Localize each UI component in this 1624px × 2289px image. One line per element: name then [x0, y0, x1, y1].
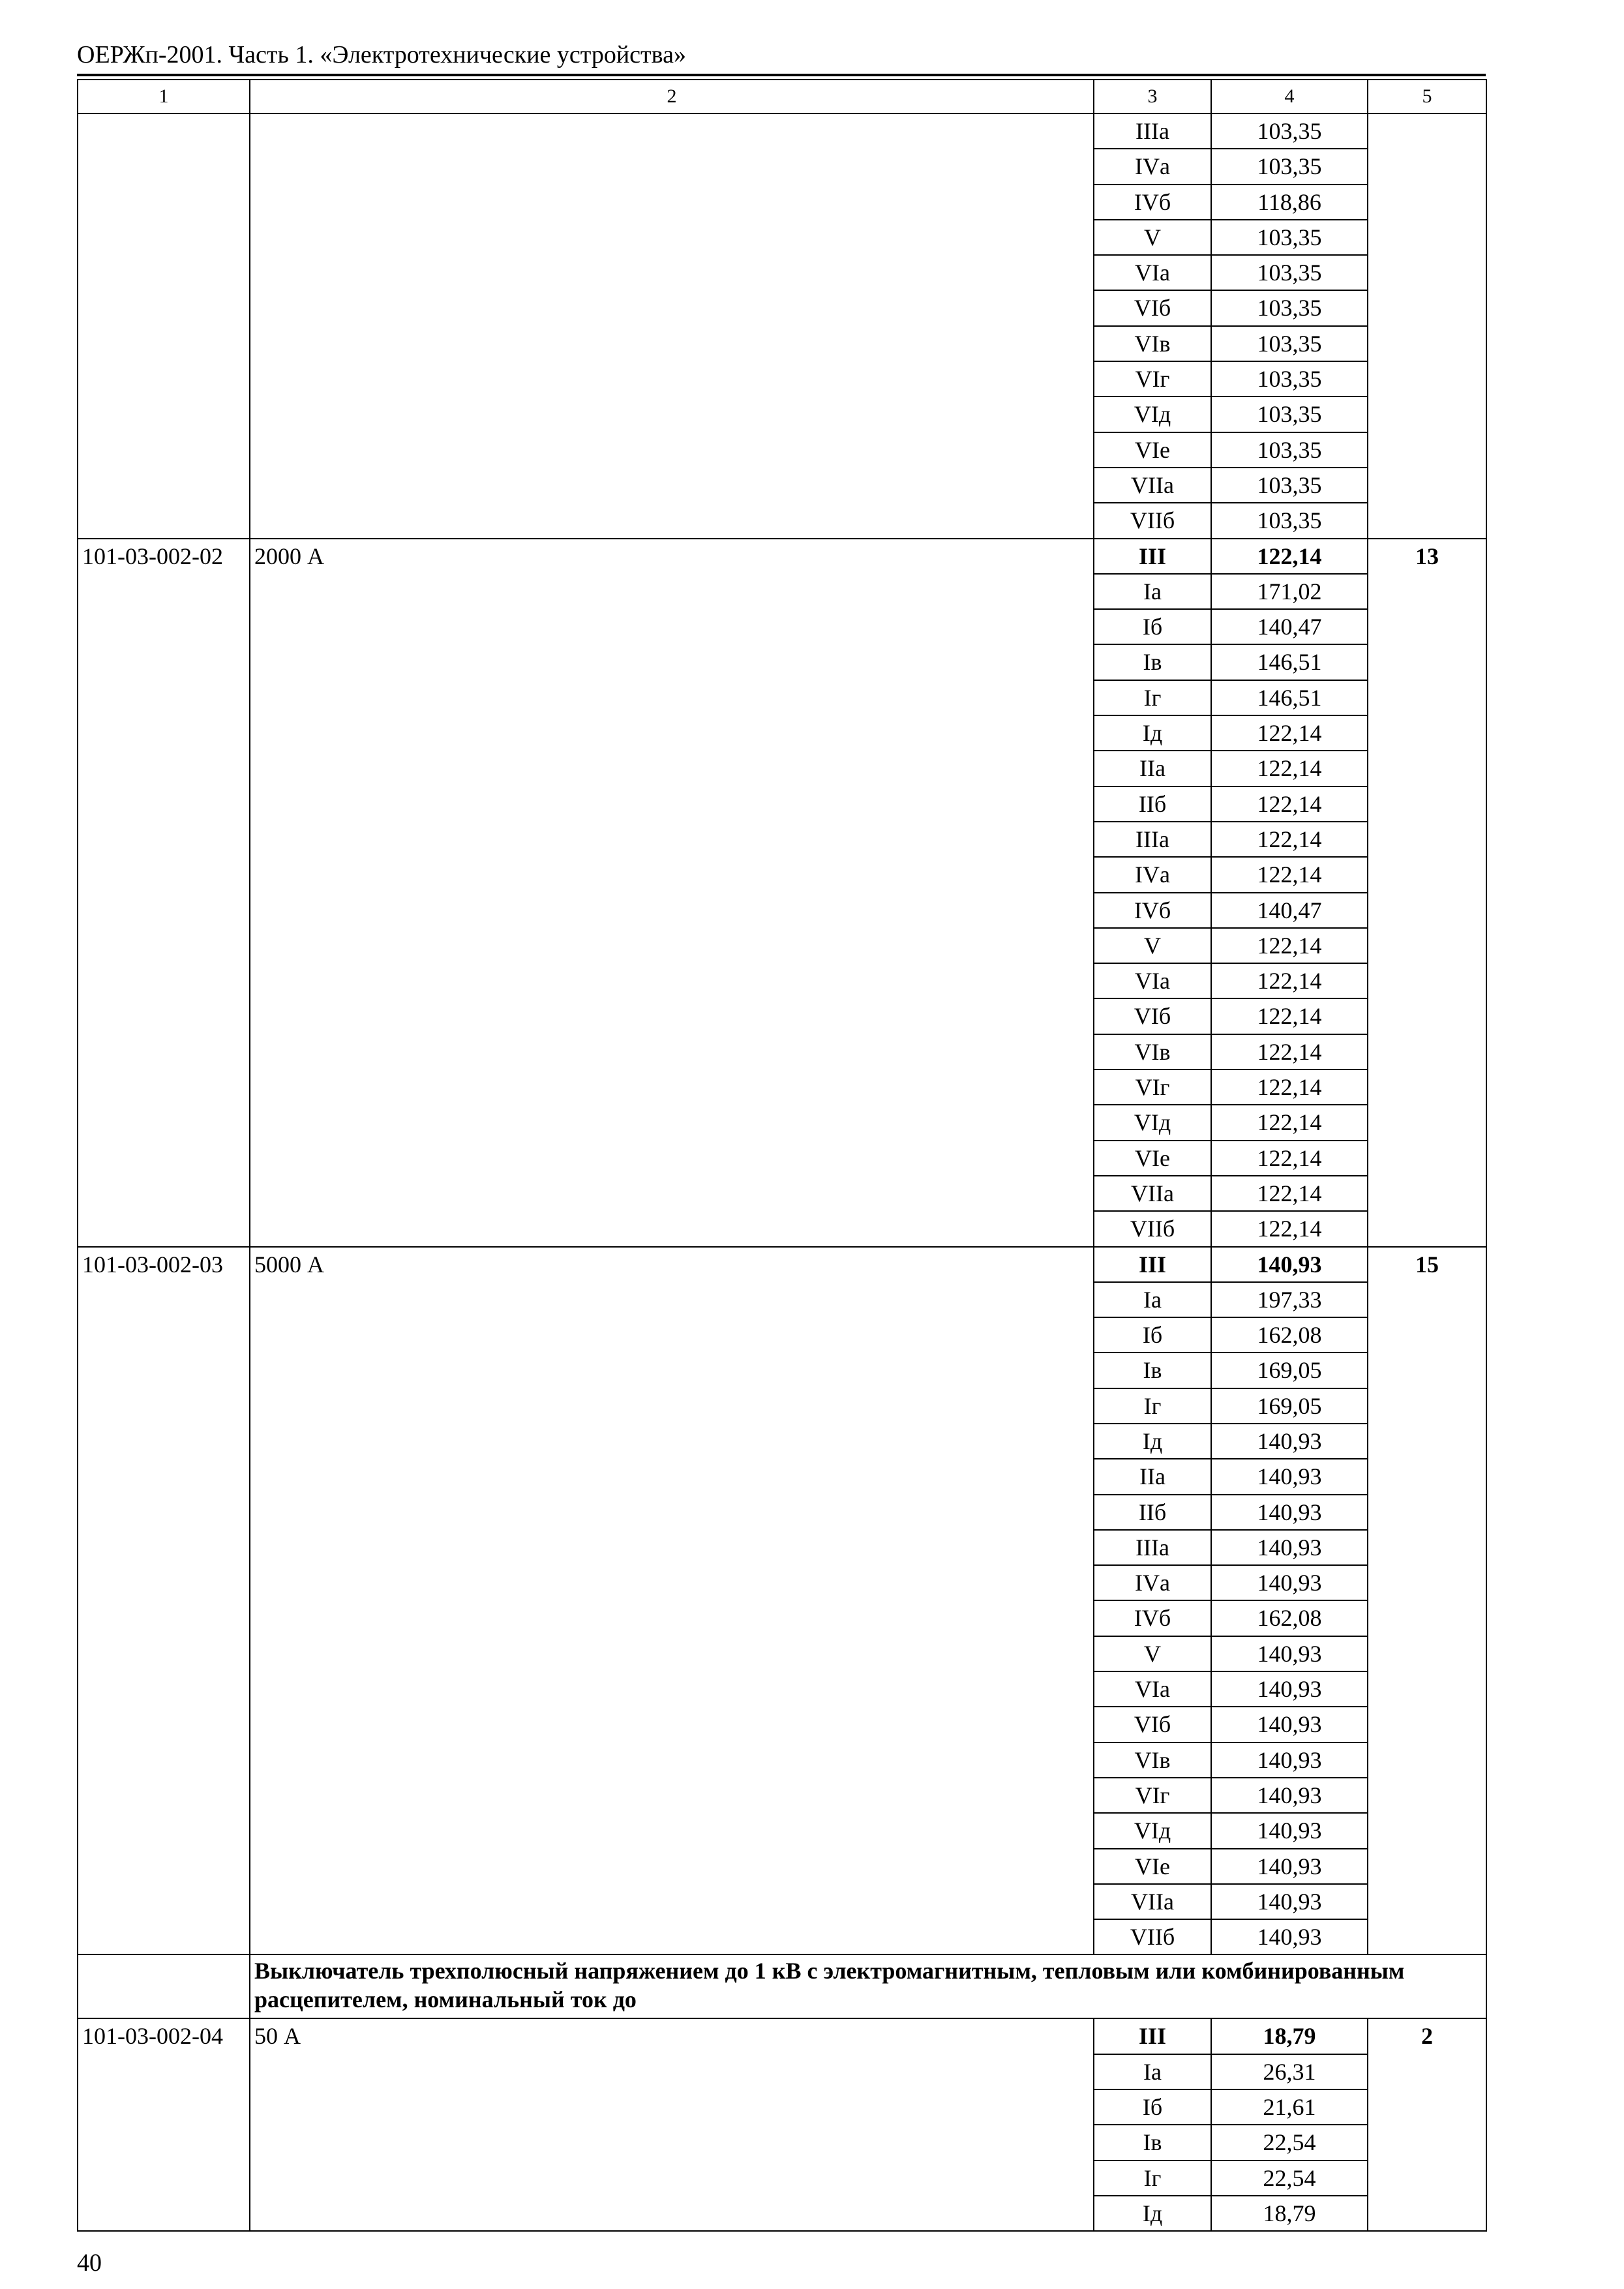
zone-cell: III [1094, 539, 1211, 574]
value-cell: 140,93 [1211, 1530, 1368, 1565]
col5-cell: 13 [1368, 539, 1486, 1247]
value-cell: 22,54 [1211, 2125, 1368, 2160]
zone-cell: VIIб [1094, 1919, 1211, 1954]
col5-cell: 15 [1368, 1247, 1486, 1955]
value-cell: 140,93 [1211, 1565, 1368, 1600]
value-cell: 103,35 [1211, 149, 1368, 184]
value-cell: 103,35 [1211, 255, 1368, 290]
zone-cell: VIе [1094, 1141, 1211, 1176]
zone-cell: IIIа [1094, 113, 1211, 149]
zone-cell: Iа [1094, 574, 1211, 609]
zone-cell: VIIа [1094, 1176, 1211, 1211]
zone-cell: VIа [1094, 1671, 1211, 1707]
column-number: 1 [78, 80, 250, 113]
zone-cell: VIг [1094, 1070, 1211, 1105]
value-cell: 140,93 [1211, 1743, 1368, 1778]
zone-cell: VIIб [1094, 1211, 1211, 1246]
value-cell: 171,02 [1211, 574, 1368, 609]
value-cell: 122,14 [1211, 822, 1368, 857]
value-cell: 140,93 [1211, 1884, 1368, 1919]
value-cell: 122,14 [1211, 786, 1368, 822]
value-cell: 146,51 [1211, 644, 1368, 680]
zone-cell: VIд [1094, 1813, 1211, 1848]
zone-cell: III [1094, 1247, 1211, 1282]
value-cell: 118,86 [1211, 185, 1368, 220]
value-cell: 103,35 [1211, 503, 1368, 538]
value-cell: 122,14 [1211, 1034, 1368, 1070]
col5-cell [1368, 113, 1486, 539]
item-code: 101-03-002-03 [78, 1247, 250, 1955]
rates-table [77, 79, 1487, 2232]
value-cell: 103,35 [1211, 396, 1368, 432]
item-name: 50 А [250, 2018, 1094, 2231]
value-cell: 140,93 [1211, 1247, 1368, 1282]
value-cell: 122,14 [1211, 857, 1368, 892]
item-code: 101-03-002-04 [78, 2018, 250, 2231]
value-cell: 162,08 [1211, 1600, 1368, 1636]
table-row [78, 539, 1486, 574]
value-cell: 140,93 [1211, 1778, 1368, 1813]
value-cell: 21,61 [1211, 2089, 1368, 2125]
zone-cell: Iб [1094, 609, 1211, 644]
zone-cell: Iв [1094, 1353, 1211, 1388]
value-cell: 140,93 [1211, 1495, 1368, 1530]
zone-cell: Iв [1094, 644, 1211, 680]
zone-cell: Iа [1094, 1282, 1211, 1317]
value-cell: 103,35 [1211, 361, 1368, 396]
value-cell: 122,14 [1211, 751, 1368, 786]
value-cell: 146,51 [1211, 680, 1368, 715]
value-cell: 18,79 [1211, 2196, 1368, 2231]
zone-cell: VIе [1094, 1849, 1211, 1884]
item-name [250, 113, 1094, 539]
col5-cell: 2 [1368, 2018, 1486, 2231]
page-header: ОЕРЖп-2001. Часть 1. «Электротехнические устройства» [77, 41, 686, 68]
section-title: Выключатель трехполюсный напряжением до 1 кВ с электромагнитным, тепловым или комбинированным расцепителем, номинальный ток до [250, 1954, 1486, 2018]
zone-cell: V [1094, 220, 1211, 255]
zone-cell: IVа [1094, 857, 1211, 892]
zone-cell: VIIб [1094, 503, 1211, 538]
zone-cell: VIд [1094, 396, 1211, 432]
zone-cell: III [1094, 2018, 1211, 2054]
zone-cell: IVа [1094, 1565, 1211, 1600]
table-row [78, 2018, 1486, 2054]
value-cell: 140,93 [1211, 1671, 1368, 1707]
value-cell: 122,14 [1211, 928, 1368, 963]
zone-cell: VIб [1094, 290, 1211, 325]
zone-cell: Iд [1094, 715, 1211, 751]
page-number: 40 [77, 2249, 102, 2277]
zone-cell: VIв [1094, 1743, 1211, 1778]
value-cell: 140,93 [1211, 1707, 1368, 1742]
column-number: 5 [1368, 80, 1486, 113]
item-name: 2000 А [250, 539, 1094, 1247]
value-cell: 197,33 [1211, 1282, 1368, 1317]
value-cell: 169,05 [1211, 1353, 1368, 1388]
value-cell: 122,14 [1211, 1211, 1368, 1246]
zone-cell: V [1094, 1636, 1211, 1671]
value-cell: 103,35 [1211, 432, 1368, 468]
zone-cell: VIIа [1094, 1884, 1211, 1919]
value-cell: 122,14 [1211, 963, 1368, 998]
zone-cell: Iб [1094, 1317, 1211, 1353]
zone-cell: VIа [1094, 963, 1211, 998]
value-cell: 122,14 [1211, 998, 1368, 1034]
table-row [78, 1247, 1486, 1282]
zone-cell: VIг [1094, 1778, 1211, 1813]
zone-cell: VIе [1094, 432, 1211, 468]
value-cell: 169,05 [1211, 1388, 1368, 1424]
zone-cell: VIд [1094, 1105, 1211, 1140]
zone-cell: V [1094, 928, 1211, 963]
zone-cell: IVб [1094, 893, 1211, 928]
value-cell: 140,47 [1211, 609, 1368, 644]
section-blank [78, 1954, 250, 2018]
column-number: 2 [250, 80, 1094, 113]
zone-cell: IIа [1094, 1459, 1211, 1494]
zone-cell: Iа [1094, 2054, 1211, 2089]
zone-cell: IIа [1094, 751, 1211, 786]
value-cell: 103,35 [1211, 290, 1368, 325]
zone-cell: IIIа [1094, 822, 1211, 857]
zone-cell: IIб [1094, 786, 1211, 822]
value-cell: 103,35 [1211, 113, 1368, 149]
value-cell: 122,14 [1211, 1105, 1368, 1140]
value-cell: 26,31 [1211, 2054, 1368, 2089]
zone-cell: VIб [1094, 1707, 1211, 1742]
zone-cell: Iг [1094, 1388, 1211, 1424]
value-cell: 122,14 [1211, 1176, 1368, 1211]
zone-cell: IVб [1094, 185, 1211, 220]
value-cell: 22,54 [1211, 2161, 1368, 2196]
zone-cell: VIIа [1094, 468, 1211, 503]
value-cell: 140,93 [1211, 1459, 1368, 1494]
zone-cell: VIб [1094, 998, 1211, 1034]
value-cell: 122,14 [1211, 715, 1368, 751]
column-number-row [78, 80, 1486, 113]
item-code: 101-03-002-02 [78, 539, 250, 1247]
item-name: 5000 А [250, 1247, 1094, 1955]
value-cell: 140,93 [1211, 1849, 1368, 1884]
value-cell: 140,93 [1211, 1919, 1368, 1954]
zone-cell: VIв [1094, 326, 1211, 361]
value-cell: 140,47 [1211, 893, 1368, 928]
zone-cell: VIа [1094, 255, 1211, 290]
zone-cell: Iг [1094, 2161, 1211, 2196]
value-cell: 140,93 [1211, 1813, 1368, 1848]
value-cell: 122,14 [1211, 1070, 1368, 1105]
table-row [78, 113, 1486, 149]
zone-cell: VIг [1094, 361, 1211, 396]
value-cell: 140,93 [1211, 1636, 1368, 1671]
value-cell: 103,35 [1211, 220, 1368, 255]
zone-cell: IVб [1094, 1600, 1211, 1636]
value-cell: 140,93 [1211, 1424, 1368, 1459]
value-cell: 18,79 [1211, 2018, 1368, 2054]
value-cell: 122,14 [1211, 539, 1368, 574]
value-cell: 103,35 [1211, 326, 1368, 361]
zone-cell: IVа [1094, 149, 1211, 184]
header-rule [77, 74, 1486, 76]
section-row [78, 1954, 1486, 2018]
zone-cell: Iб [1094, 2089, 1211, 2125]
column-number: 3 [1094, 80, 1211, 113]
zone-cell: Iд [1094, 1424, 1211, 1459]
zone-cell: Iг [1094, 680, 1211, 715]
column-number: 4 [1211, 80, 1368, 113]
item-code [78, 113, 250, 539]
zone-cell: Iд [1094, 2196, 1211, 2231]
value-cell: 103,35 [1211, 468, 1368, 503]
zone-cell: VIв [1094, 1034, 1211, 1070]
zone-cell: IIб [1094, 1495, 1211, 1530]
zone-cell: IIIа [1094, 1530, 1211, 1565]
value-cell: 122,14 [1211, 1141, 1368, 1176]
value-cell: 162,08 [1211, 1317, 1368, 1353]
zone-cell: Iв [1094, 2125, 1211, 2160]
